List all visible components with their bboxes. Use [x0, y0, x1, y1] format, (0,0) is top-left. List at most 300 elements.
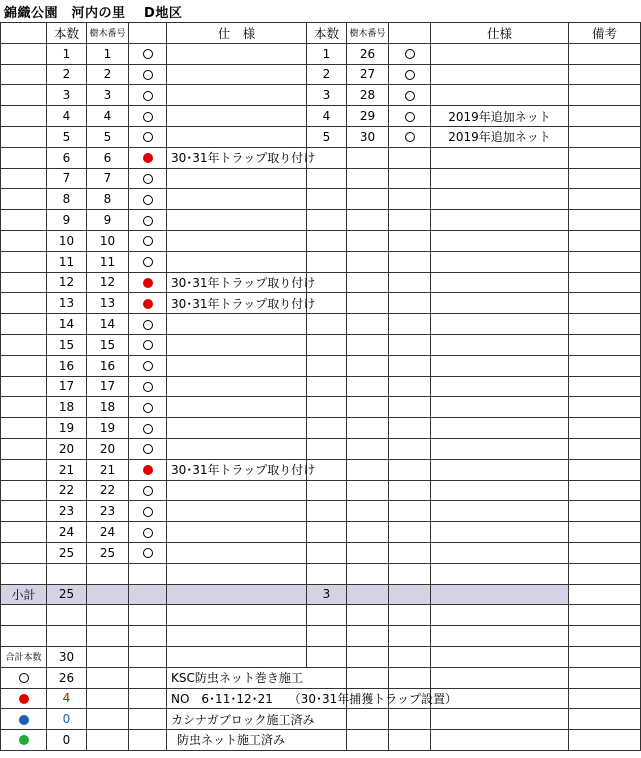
green-dot-icon — [19, 735, 29, 745]
left-tree-no: 2 — [87, 64, 129, 85]
left-spec: 30･31年トラップ取り付け — [167, 147, 307, 168]
subtotal-cell — [129, 584, 167, 605]
subtotal-right: 3 — [307, 584, 347, 605]
right-tree-no — [347, 168, 389, 189]
notes — [569, 480, 641, 501]
summary-row — [1, 688, 641, 709]
left-count: 3 — [47, 85, 87, 106]
blank-row — [1, 563, 641, 584]
right-tree-no — [347, 459, 389, 480]
summary-blank — [87, 709, 129, 730]
right-mark — [389, 272, 431, 293]
right-spec — [431, 272, 569, 293]
table-row — [1, 43, 641, 64]
right-tree-no — [347, 418, 389, 439]
notes — [569, 189, 641, 210]
notes — [569, 542, 641, 563]
left-tree-no: 17 — [87, 376, 129, 397]
left-spec — [167, 542, 307, 563]
right-mark — [389, 189, 431, 210]
right-tree-no — [347, 376, 389, 397]
blank-cell — [569, 626, 641, 647]
right-count — [307, 189, 347, 210]
left-mark — [129, 106, 167, 127]
table-row — [1, 230, 641, 251]
left-spec — [167, 85, 307, 106]
right-mark — [389, 480, 431, 501]
white-circle-icon — [143, 548, 153, 558]
white-circle-icon — [143, 112, 153, 122]
left-mark — [129, 85, 167, 106]
subtotal-label: 小計 — [1, 584, 47, 605]
row-blank — [1, 459, 47, 480]
right-spec: 2019年追加ネット — [431, 126, 569, 147]
left-tree-no: 25 — [87, 542, 129, 563]
left-spec — [167, 480, 307, 501]
summary-mark — [1, 667, 47, 688]
left-spec — [167, 334, 307, 355]
blank-cell — [389, 626, 431, 647]
right-mark — [389, 210, 431, 231]
blank-cell — [1, 626, 47, 647]
blank-cell — [129, 626, 167, 647]
blank-cell — [431, 626, 569, 647]
right-mark — [389, 397, 431, 418]
white-circle-icon — [143, 444, 153, 454]
blank-cell — [431, 667, 569, 688]
right-spec — [431, 501, 569, 522]
white-circle-icon — [143, 174, 153, 184]
subtotal-cell — [167, 584, 307, 605]
left-spec — [167, 64, 307, 85]
blank-cell — [47, 605, 87, 626]
notes — [569, 314, 641, 335]
table-row — [1, 272, 641, 293]
left-tree-no: 1 — [87, 43, 129, 64]
right-count — [307, 542, 347, 563]
page-title: 錦織公園 河内の里 D地区 — [4, 6, 183, 21]
blank-cell — [569, 605, 641, 626]
row-blank — [1, 418, 47, 439]
left-count: 16 — [47, 355, 87, 376]
right-count — [307, 438, 347, 459]
table-row — [1, 459, 641, 480]
left-count: 4 — [47, 106, 87, 127]
right-tree-no: 26 — [347, 43, 389, 64]
right-spec — [431, 251, 569, 272]
summary-desc: 防虫ネット施工済み — [167, 730, 347, 751]
blank-cell — [129, 563, 167, 584]
white-circle-icon — [405, 70, 415, 80]
left-tree-no: 3 — [87, 85, 129, 106]
left-count: 1 — [47, 43, 87, 64]
right-tree-no: 29 — [347, 106, 389, 127]
left-count: 6 — [47, 147, 87, 168]
white-circle-icon — [143, 424, 153, 434]
right-tree-no — [347, 210, 389, 231]
summary-mark — [1, 688, 47, 709]
red-dot-icon — [143, 153, 153, 163]
right-mark — [389, 64, 431, 85]
left-mark — [129, 230, 167, 251]
row-blank — [1, 397, 47, 418]
right-mark — [389, 147, 431, 168]
table-row — [1, 501, 641, 522]
left-tree-no: 23 — [87, 501, 129, 522]
left-count: 5 — [47, 126, 87, 147]
notes — [569, 293, 641, 314]
table-row — [1, 355, 641, 376]
left-spec — [167, 126, 307, 147]
subtotal-notes — [569, 584, 641, 605]
subtotal-cell — [389, 584, 431, 605]
blue-dot-icon — [19, 715, 29, 725]
right-mark — [389, 126, 431, 147]
right-count — [307, 355, 347, 376]
notes — [569, 43, 641, 64]
notes — [569, 397, 641, 418]
left-mark — [129, 480, 167, 501]
right-spec — [431, 293, 569, 314]
left-count: 17 — [47, 376, 87, 397]
right-count — [307, 168, 347, 189]
left-count: 25 — [47, 542, 87, 563]
blank-cell — [431, 605, 569, 626]
row-blank — [1, 168, 47, 189]
blank-cell — [569, 688, 641, 709]
subtotal-cell — [87, 584, 129, 605]
notes — [569, 334, 641, 355]
left-mark — [129, 251, 167, 272]
white-circle-icon — [143, 486, 153, 496]
left-spec — [167, 438, 307, 459]
left-spec — [167, 376, 307, 397]
blank-cell — [431, 730, 569, 751]
row-blank — [1, 542, 47, 563]
right-tree-no — [347, 355, 389, 376]
left-count: 12 — [47, 272, 87, 293]
white-circle-icon — [143, 216, 153, 226]
right-mark — [389, 376, 431, 397]
white-circle-icon — [143, 507, 153, 517]
table-row — [1, 480, 641, 501]
left-mark — [129, 168, 167, 189]
subtotal-cell — [347, 584, 389, 605]
red-dot-icon — [143, 278, 153, 288]
left-tree-no: 10 — [87, 230, 129, 251]
right-tree-no — [347, 272, 389, 293]
left-count: 19 — [47, 418, 87, 439]
blank-cell — [389, 563, 431, 584]
right-tree-no — [347, 147, 389, 168]
left-count: 21 — [47, 459, 87, 480]
blank-cell — [347, 730, 389, 751]
white-circle-icon — [143, 361, 153, 371]
notes — [569, 64, 641, 85]
row-blank — [1, 230, 47, 251]
blank-cell — [569, 709, 641, 730]
left-mark — [129, 418, 167, 439]
left-mark — [129, 522, 167, 543]
left-spec — [167, 106, 307, 127]
blank-cell — [347, 667, 389, 688]
right-tree-no: 30 — [347, 126, 389, 147]
summary-desc: KSC防虫ネット巻き施工 — [167, 667, 347, 688]
left-tree-no: 22 — [87, 480, 129, 501]
white-circle-icon — [19, 673, 29, 683]
table-row — [1, 418, 641, 439]
left-count: 10 — [47, 230, 87, 251]
header-mark-2 — [389, 23, 431, 44]
notes — [569, 251, 641, 272]
left-tree-no: 4 — [87, 106, 129, 127]
right-count: 1 — [307, 43, 347, 64]
white-circle-icon — [143, 257, 153, 267]
left-count: 8 — [47, 189, 87, 210]
row-blank — [1, 522, 47, 543]
left-spec — [167, 314, 307, 335]
table-row — [1, 293, 641, 314]
summary-count: 0 — [47, 730, 87, 751]
blank-cell — [347, 709, 389, 730]
left-spec: 30･31年トラップ取り付け — [167, 459, 307, 480]
table-row — [1, 85, 641, 106]
blank-cell — [569, 667, 641, 688]
left-spec — [167, 397, 307, 418]
left-mark — [129, 355, 167, 376]
right-tree-no: 28 — [347, 85, 389, 106]
row-blank — [1, 293, 47, 314]
notes — [569, 355, 641, 376]
left-tree-no: 15 — [87, 334, 129, 355]
row-blank — [1, 64, 47, 85]
white-circle-icon — [405, 91, 415, 101]
summary-blank — [129, 688, 167, 709]
left-count: 22 — [47, 480, 87, 501]
summary-row — [1, 709, 641, 730]
blank-cell — [347, 646, 389, 667]
table-row — [1, 542, 641, 563]
summary-desc: NO 6･11･12･21 （30･31年捕獲トラップ設置） — [167, 688, 347, 709]
summary-row — [1, 730, 641, 751]
right-spec — [431, 397, 569, 418]
right-spec — [431, 438, 569, 459]
total-value: 30 — [47, 646, 87, 667]
right-spec — [431, 376, 569, 397]
summary-desc: カシナガブロック施工済み — [167, 709, 347, 730]
right-spec — [431, 230, 569, 251]
right-count: 2 — [307, 64, 347, 85]
right-mark — [389, 522, 431, 543]
table-row — [1, 106, 641, 127]
blank-cell — [347, 605, 389, 626]
row-blank — [1, 438, 47, 459]
row-blank — [1, 189, 47, 210]
left-tree-no: 5 — [87, 126, 129, 147]
right-count — [307, 522, 347, 543]
red-dot-icon — [19, 694, 29, 704]
notes — [569, 522, 641, 543]
total-row — [1, 646, 641, 667]
blank-cell — [87, 563, 129, 584]
right-mark — [389, 501, 431, 522]
right-spec — [431, 480, 569, 501]
blank-cell — [389, 646, 431, 667]
white-circle-icon — [143, 403, 153, 413]
right-mark — [389, 542, 431, 563]
blank-cell — [389, 730, 431, 751]
white-circle-icon — [143, 195, 153, 205]
header-mark — [129, 23, 167, 44]
header-count-2: 本数 — [307, 23, 347, 44]
notes — [569, 168, 641, 189]
row-blank — [1, 480, 47, 501]
left-count: 24 — [47, 522, 87, 543]
right-count — [307, 376, 347, 397]
blank-cell — [167, 563, 307, 584]
table-row — [1, 147, 641, 168]
left-spec — [167, 355, 307, 376]
left-mark — [129, 376, 167, 397]
left-tree-no: 11 — [87, 251, 129, 272]
left-mark — [129, 397, 167, 418]
left-mark — [129, 147, 167, 168]
left-spec: 30･31年トラップ取り付け — [167, 293, 307, 314]
left-mark — [129, 334, 167, 355]
blank-cell — [389, 667, 431, 688]
left-mark — [129, 293, 167, 314]
right-spec — [431, 168, 569, 189]
white-circle-icon — [405, 112, 415, 122]
summary-blank — [87, 730, 129, 751]
notes — [569, 126, 641, 147]
row-blank — [1, 147, 47, 168]
table-row — [1, 522, 641, 543]
subtotal-cell — [431, 584, 569, 605]
left-count: 9 — [47, 210, 87, 231]
blank-cell — [47, 626, 87, 647]
table-row — [1, 189, 641, 210]
right-tree-no — [347, 501, 389, 522]
left-spec — [167, 418, 307, 439]
right-spec — [431, 418, 569, 439]
header-blank — [1, 23, 47, 44]
blank-cell — [307, 605, 347, 626]
blank-cell — [389, 605, 431, 626]
right-spec — [431, 355, 569, 376]
right-tree-no — [347, 522, 389, 543]
right-count — [307, 334, 347, 355]
row-blank — [1, 272, 47, 293]
red-dot-icon — [143, 465, 153, 475]
row-blank — [1, 355, 47, 376]
summary-blank — [129, 709, 167, 730]
right-tree-no — [347, 293, 389, 314]
left-mark — [129, 43, 167, 64]
table-row — [1, 314, 641, 335]
left-tree-no: 9 — [87, 210, 129, 231]
row-blank — [1, 334, 47, 355]
right-count — [307, 397, 347, 418]
notes — [569, 438, 641, 459]
left-mark — [129, 459, 167, 480]
row-blank — [1, 501, 47, 522]
header-spec: 仕 様 — [167, 23, 307, 44]
left-tree-no: 16 — [87, 355, 129, 376]
right-count: 5 — [307, 126, 347, 147]
blank-cell — [87, 626, 129, 647]
row-blank — [1, 126, 47, 147]
blank-cell — [307, 626, 347, 647]
left-tree-no: 8 — [87, 189, 129, 210]
white-circle-icon — [143, 91, 153, 101]
summary-mark — [1, 709, 47, 730]
blank-cell — [87, 605, 129, 626]
left-count: 14 — [47, 314, 87, 335]
table-row — [1, 334, 641, 355]
left-mark — [129, 542, 167, 563]
white-circle-icon — [143, 132, 153, 142]
right-tree-no — [347, 251, 389, 272]
blank-cell — [431, 709, 569, 730]
blank-cell — [129, 646, 167, 667]
summary-count: 4 — [47, 688, 87, 709]
blank-cell — [569, 730, 641, 751]
tree-table-sheet — [0, 22, 640, 758]
right-count — [307, 418, 347, 439]
row-blank — [1, 376, 47, 397]
right-spec — [431, 522, 569, 543]
blank-cell — [167, 646, 307, 667]
blank-cell — [1, 605, 47, 626]
blank-cell — [47, 563, 87, 584]
tree-table — [0, 22, 641, 751]
blank-cell — [569, 646, 641, 667]
left-mark — [129, 126, 167, 147]
left-tree-no: 20 — [87, 438, 129, 459]
row-blank — [1, 210, 47, 231]
table-row — [1, 397, 641, 418]
left-count: 15 — [47, 334, 87, 355]
notes — [569, 147, 641, 168]
blank-cell — [1, 563, 47, 584]
right-count: 3 — [307, 85, 347, 106]
right-tree-no — [347, 438, 389, 459]
right-tree-no — [347, 230, 389, 251]
summary-blank — [87, 688, 129, 709]
blank-cell — [167, 605, 307, 626]
left-spec — [167, 43, 307, 64]
summary-row — [1, 667, 641, 688]
right-count — [307, 480, 347, 501]
header-tree-no-2: 樹木番号 — [347, 23, 389, 44]
left-spec — [167, 230, 307, 251]
blank-cell — [389, 709, 431, 730]
right-mark — [389, 293, 431, 314]
row-blank — [1, 251, 47, 272]
right-mark — [389, 334, 431, 355]
summary-blank — [87, 667, 129, 688]
right-spec — [431, 189, 569, 210]
left-count: 7 — [47, 168, 87, 189]
blank-cell — [87, 646, 129, 667]
table-row — [1, 251, 641, 272]
notes — [569, 85, 641, 106]
left-spec — [167, 501, 307, 522]
left-tree-no: 12 — [87, 272, 129, 293]
white-circle-icon — [143, 320, 153, 330]
table-row — [1, 168, 641, 189]
